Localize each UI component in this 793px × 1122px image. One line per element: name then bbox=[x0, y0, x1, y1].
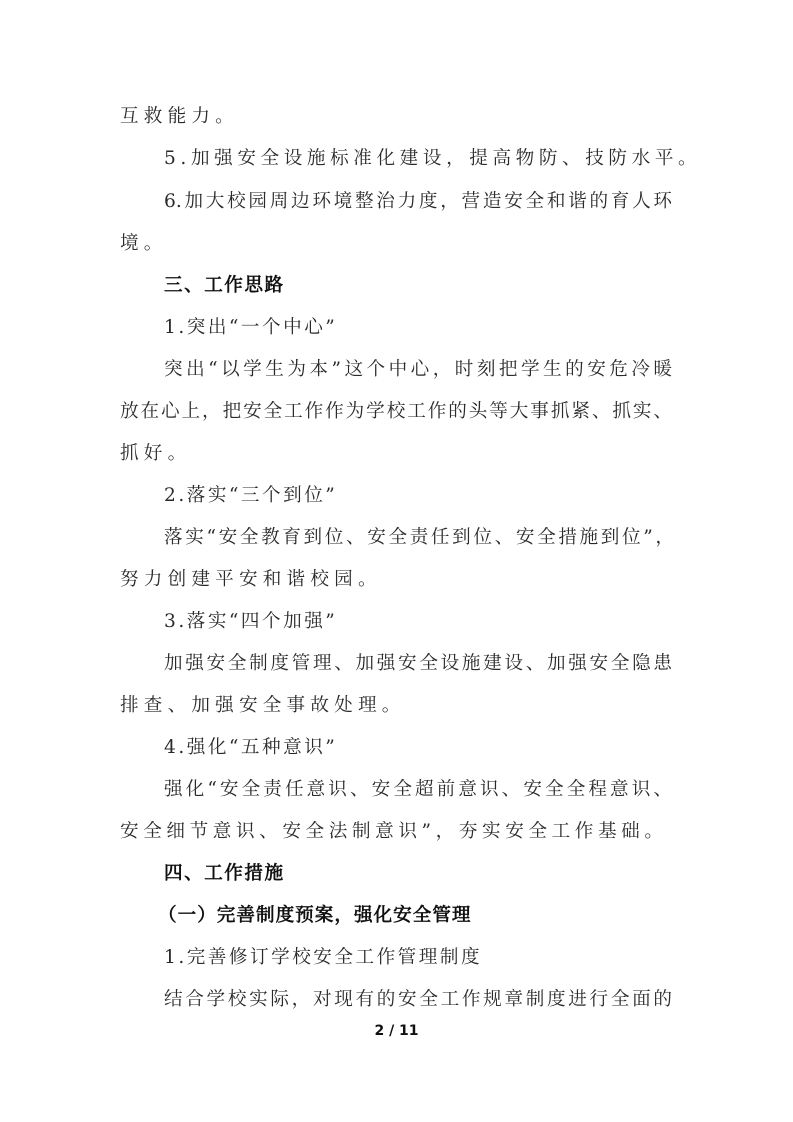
subheading-3: 3.落实“四个加强” bbox=[164, 611, 338, 632]
body-text-line: 互救能力。 bbox=[120, 106, 239, 127]
paragraph-line: 结合学校实际，对现有的安全工作规章制度进行全面的 bbox=[164, 989, 672, 1010]
subheading-1: 1.突出“一个中心” bbox=[164, 317, 338, 338]
paragraph-line: 加强安全制度管理、加强安全设施建设、加强安全隐患 bbox=[164, 653, 672, 674]
paragraph-line: 排查、加强安全事故处理。 bbox=[120, 695, 406, 716]
page-number: 2 / 11 bbox=[374, 1023, 419, 1039]
subheading-4: 4.强化“五种意识” bbox=[164, 737, 338, 758]
paragraph-line: 突出“以学生为本”这个中心，时刻把学生的安危冷暖 bbox=[164, 359, 672, 380]
paragraph-line: 抓好。 bbox=[120, 443, 192, 464]
list-item-5: 5.加强安全设施标准化建设，提高物防、技防水平。 bbox=[164, 148, 702, 169]
list-item-6: 6.加大校园周边环境整治力度，营造安全和谐的育人环 bbox=[164, 191, 672, 212]
subheading-measure-1: 1.完善修订学校安全工作管理制度 bbox=[164, 947, 483, 968]
paragraph-line: 安全细节意识、安全法制意识”，夯实安全工作基础。 bbox=[120, 821, 668, 842]
paragraph-line: 努力创建平安和谐校园。 bbox=[120, 569, 382, 590]
paragraph-line: 强化“安全责任意识、安全超前意识、安全全程意识、 bbox=[164, 779, 672, 800]
subsection-heading-1: （一）完善制度预案，强化安全管理 bbox=[158, 905, 472, 926]
paragraph-line: 放在心上，把安全工作作为学校工作的头等大事抓紧、抓实、 bbox=[120, 401, 672, 422]
body-text-line: 境。 bbox=[120, 233, 168, 254]
subheading-2: 2.落实“三个到位” bbox=[164, 485, 338, 506]
section-heading-4: 四、工作措施 bbox=[164, 863, 285, 884]
paragraph-line: 落实“安全教育到位、安全责任到位、安全措施到位”， bbox=[164, 527, 674, 548]
section-heading-3: 三、工作思路 bbox=[164, 275, 285, 296]
